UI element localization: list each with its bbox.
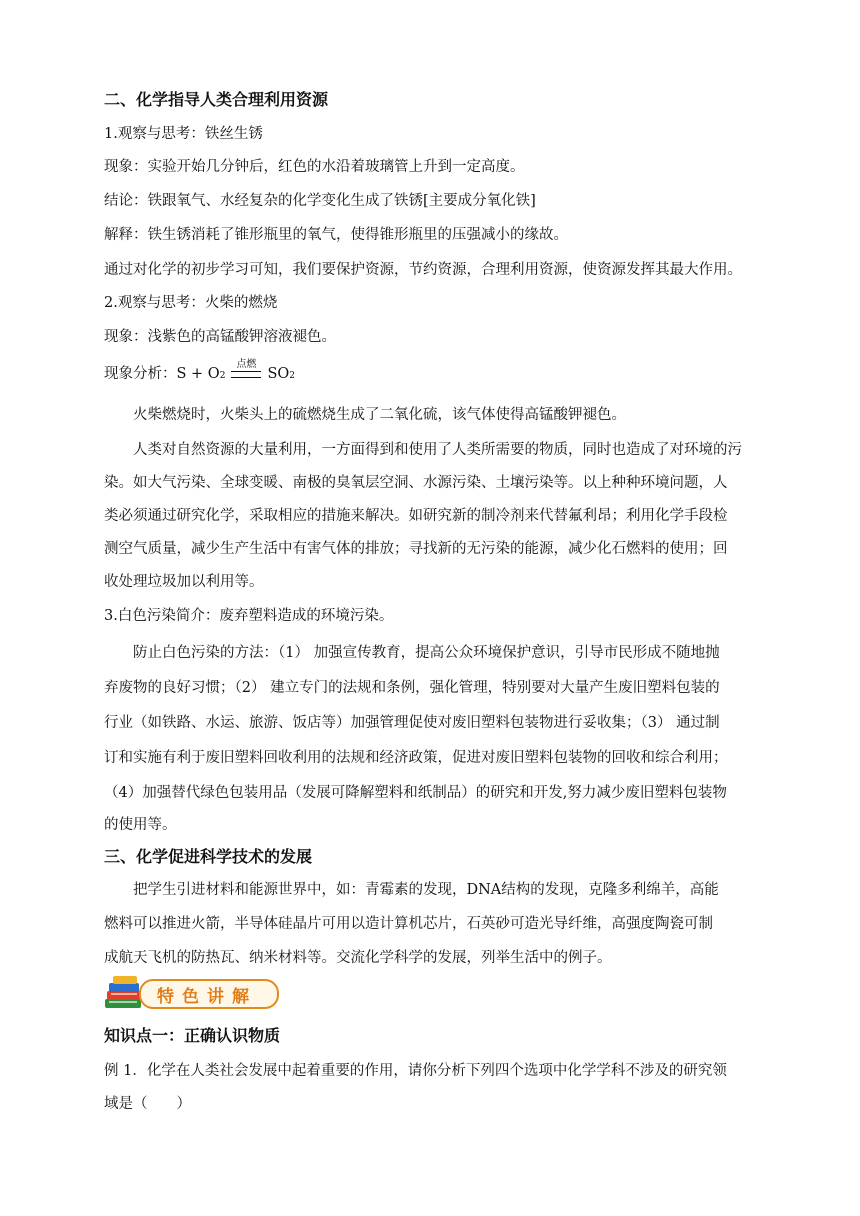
subheading-match: 2.观察与思考：火柴的燃烧 [104,295,278,311]
paragraph-line: 结论：铁跟氧气、水经复杂的化学变化生成了铁锈[主要成分氧化铁] [104,193,536,209]
section-heading-2: 二、化学指导人类合理利用资源 [104,90,329,109]
paragraph-line: 通过对化学的初步学习可知，我们要保护资源，节约资源，合理利用资源，使资源发挥其最大作用。 [104,262,742,278]
paragraph-line: 订和实施有利于废旧塑料回收利用的法规和经济政策，促进对废旧塑料包装物的回收和综合利用； [104,750,728,766]
feature-lecture-badge [103,973,279,1013]
so2-subscript: 2 [289,371,295,381]
badge-label: 特色讲解 [157,987,257,1007]
paragraph-line: 燃料可以推进火箭，半导体硅晶片可用以造计算机芯片，石英砂可造光导纤维，高强度陶瓷可制 [104,916,713,932]
paragraph-line: 解释：铁生锈消耗了锥形瓶里的氧气，使得锥形瓶里的压强减小的缘故。 [104,227,568,243]
paragraph-line: 的使用等。 [104,817,177,833]
paragraph-line: 人类对自然资源的大量利用，一方面得到和使用了人类所需要的物质，同时也造成了对环境的污 [104,442,742,458]
subheading-white-pollution: 3.白色污染简介：废弃塑料造成的环境污染。 [104,608,394,624]
paragraph-line: （4）加强替代绿色包装用品（发展可降解塑料和纸制品）的研究和开发,努力减少废旧塑料包装物 [104,785,727,801]
section-heading-3: 三、化学促进科学技术的发展 [104,847,313,866]
paragraph-line: 测空气质量，减少生产生活中有害气体的排放；寻找新的无污染的能源，减少化石燃料的使用；回 [104,541,728,557]
knowledge-point-heading: 知识点一：正确认识物质 [104,1026,281,1045]
paragraph-line: 防止白色污染的方法：（1） 加强宣传教育，提高公众环境保护意识，引导市民形成不随地抛 [104,645,720,661]
example-question-line: 例 1．化学在人类社会发展中起着重要的作用，请你分析下列四个选项中化学学科不涉及的研究领 [104,1063,727,1079]
paragraph-line: 染。如大气污染、全球变暖、南极的臭氧层空洞、水源污染、土壤污染等。以上种种环境问题，人 [104,475,728,491]
subheading-rust: 1.观察与思考：铁丝生锈 [104,126,263,142]
equals-sign-icon [231,371,261,378]
paragraph-line: 现象：浅紫色的高锰酸钾溶液褪色。 [104,329,336,345]
equation-product: SO [267,366,290,382]
paragraph-line: 类必须通过研究化学，采取相应的措施来解决。如研究新的制冷剂来代替氟利昂；利用化学手段检 [104,508,728,524]
paragraph-line: 现象：实验开始几分钟后，红色的水沿着玻璃管上升到一定高度。 [104,159,525,175]
reaction-condition: 点燃 [236,359,257,370]
paragraph-line: 弃废物的良好习惯；（2） 建立专门的法规和条例，强化管理，特别要对大量产生废旧塑料包装的 [104,680,720,696]
paragraph-line: 收处理垃圾加以利用等。 [104,574,264,590]
chemical-equation [104,359,295,383]
reaction-arrow [231,359,261,378]
paragraph-line: 成航天飞机的防热瓦、纳米材料等。交流化学科学的发展，列举生活中的例子。 [104,950,612,966]
o2-subscript: 2 [219,371,226,381]
example-question-line: 域是（ ） [104,1096,191,1112]
paragraph-line: 行业（如铁路、水运、旅游、饭店等）加强管理促使对废旧塑料包装物进行妥收集；（3） 通过制 [104,715,720,731]
paragraph-line: 把学生引进材料和能源世界中，如：青霉素的发现，DNA结构的发现，克隆多利绵羊，高能 [104,882,719,898]
paragraph-line: 火柴燃烧时，火柴头上的硫燃烧生成了二氧化硫，该气体使得高锰酸钾褪色。 [104,407,626,423]
equation-reactants: 现象分析：S + O [104,366,220,382]
